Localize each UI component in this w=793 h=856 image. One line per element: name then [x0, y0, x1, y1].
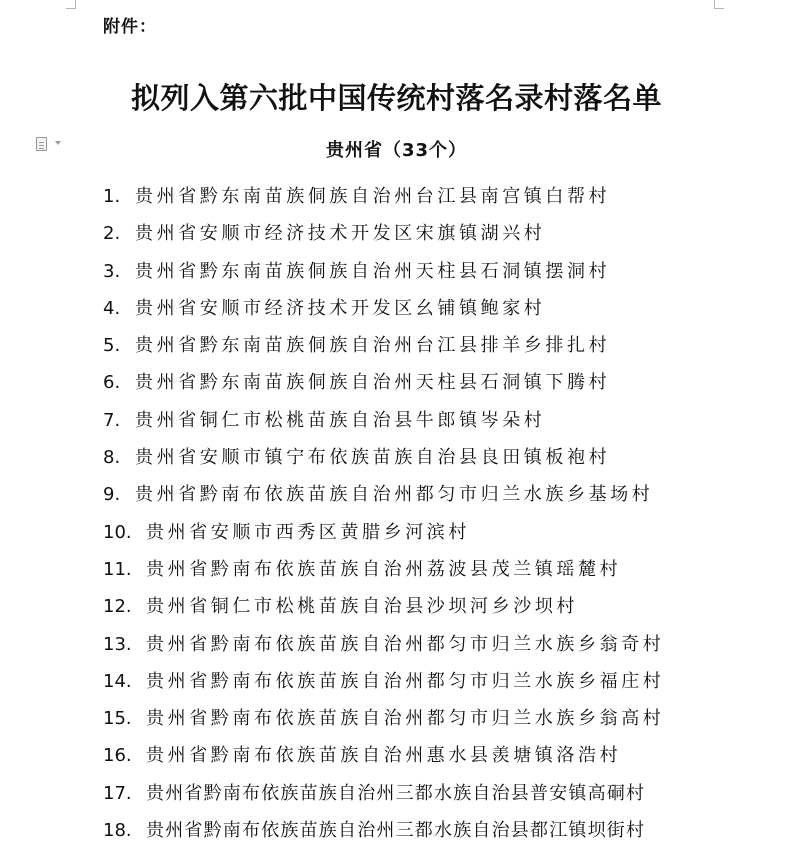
section-heading: 贵州省（33个） — [325, 140, 468, 161]
list-item-number: 10. — [103, 521, 132, 543]
list-item — [0, 743, 793, 780]
list-item — [0, 557, 793, 594]
list-item-name: 贵州省黔南布依族苗族自治州都匀市归兰水族乡翁奇村 — [146, 633, 665, 655]
list-item-number: 16. — [103, 745, 132, 767]
list-item-name: 贵州省黔东南苗族侗族自治州台江县南宫镇白帮村 — [135, 186, 611, 207]
list-item-name: 贵州省铜仁市松桃苗族自治县沙坝河乡沙坝村 — [146, 596, 578, 618]
list-item — [0, 259, 793, 296]
list-item — [0, 632, 793, 669]
list-item-number: 8. — [103, 447, 121, 469]
list-item — [0, 184, 793, 221]
list-item-number: 6. — [103, 372, 121, 394]
list-item-name: 贵州省黔东南苗族侗族自治州台江县排羊乡排扎村 — [135, 335, 611, 357]
list-item-name: 贵州省安顺市经济技术开发区宋旗镇湖兴村 — [135, 223, 546, 245]
page-title: 拟列入第六批中国传统村落名录村落名单 — [130, 81, 662, 115]
list-item-name: 贵州省安顺市经济技术开发区幺铺镇鲍家村 — [135, 297, 546, 319]
list-item — [0, 669, 793, 706]
list-item — [0, 482, 793, 519]
list-item — [0, 520, 793, 557]
list-item-name: 贵州省黔南布依族苗族自治州都匀市归兰水族乡翁高村 — [146, 708, 665, 730]
list-item-number: 9. — [103, 484, 121, 506]
list-item — [0, 706, 793, 743]
list-item-number: 17. — [103, 782, 132, 804]
list-item — [0, 781, 793, 818]
page-margin-tick-right — [714, 8, 724, 9]
page-margin-tick-left — [66, 8, 76, 9]
list-item — [0, 221, 793, 258]
list-item — [0, 445, 793, 482]
list-item-name: 贵州省安顺市西秀区黄腊乡河滨村 — [146, 521, 470, 543]
list-item — [0, 370, 793, 407]
list-item-number: 7. — [103, 409, 121, 431]
list-item-name: 贵州省铜仁市松桃苗族自治县牛郎镇岑朵村 — [135, 409, 546, 431]
list-item-number: 13. — [103, 633, 132, 655]
list-item-name: 贵州省黔东南苗族侗族自治州天柱县石洞镇下腾村 — [135, 372, 611, 394]
list-item — [0, 818, 793, 855]
list-item-number: 2. — [103, 223, 121, 245]
list-item — [0, 408, 793, 445]
list-item-number: 11. — [103, 558, 132, 580]
list-item-number: 18. — [103, 820, 132, 842]
list-item — [0, 594, 793, 631]
list-item-name: 贵州省黔南布依族苗族自治州荔波县茂兰镇瑶麓村 — [146, 558, 622, 580]
list-item-number: 1. — [103, 186, 121, 207]
list-item-name: 贵州省黔南布依族苗族自治州三都水族自治县都江镇坝街村 — [146, 820, 646, 842]
list-item-name: 贵州省黔东南苗族侗族自治州天柱县石洞镇摆洞村 — [135, 260, 611, 282]
list-item-number: 3. — [103, 260, 121, 282]
list-item — [0, 296, 793, 333]
list-item-number: 12. — [103, 596, 132, 618]
village-list — [0, 184, 793, 855]
list-item-name: 贵州省黔南布依族苗族自治州都匀市归兰水族乡福庄村 — [146, 670, 665, 692]
list-item-number: 15. — [103, 708, 132, 730]
list-item-name: 贵州省黔南布依族苗族自治州都匀市归兰水族乡基场村 — [135, 484, 654, 506]
list-item-number: 14. — [103, 670, 132, 692]
attachment-label: 附件： — [103, 17, 157, 37]
list-item-number: 4. — [103, 297, 121, 319]
list-item — [0, 333, 793, 370]
list-item-name: 贵州省安顺市镇宁布依族苗族自治县良田镇板袍村 — [135, 447, 611, 469]
list-item-name: 贵州省黔南布依族苗族自治州三都水族自治县普安镇高硐村 — [146, 782, 646, 804]
list-item-name: 贵州省黔南布依族苗族自治州惠水县羡塘镇洛浩村 — [146, 745, 622, 767]
list-item-number: 5. — [103, 335, 121, 357]
